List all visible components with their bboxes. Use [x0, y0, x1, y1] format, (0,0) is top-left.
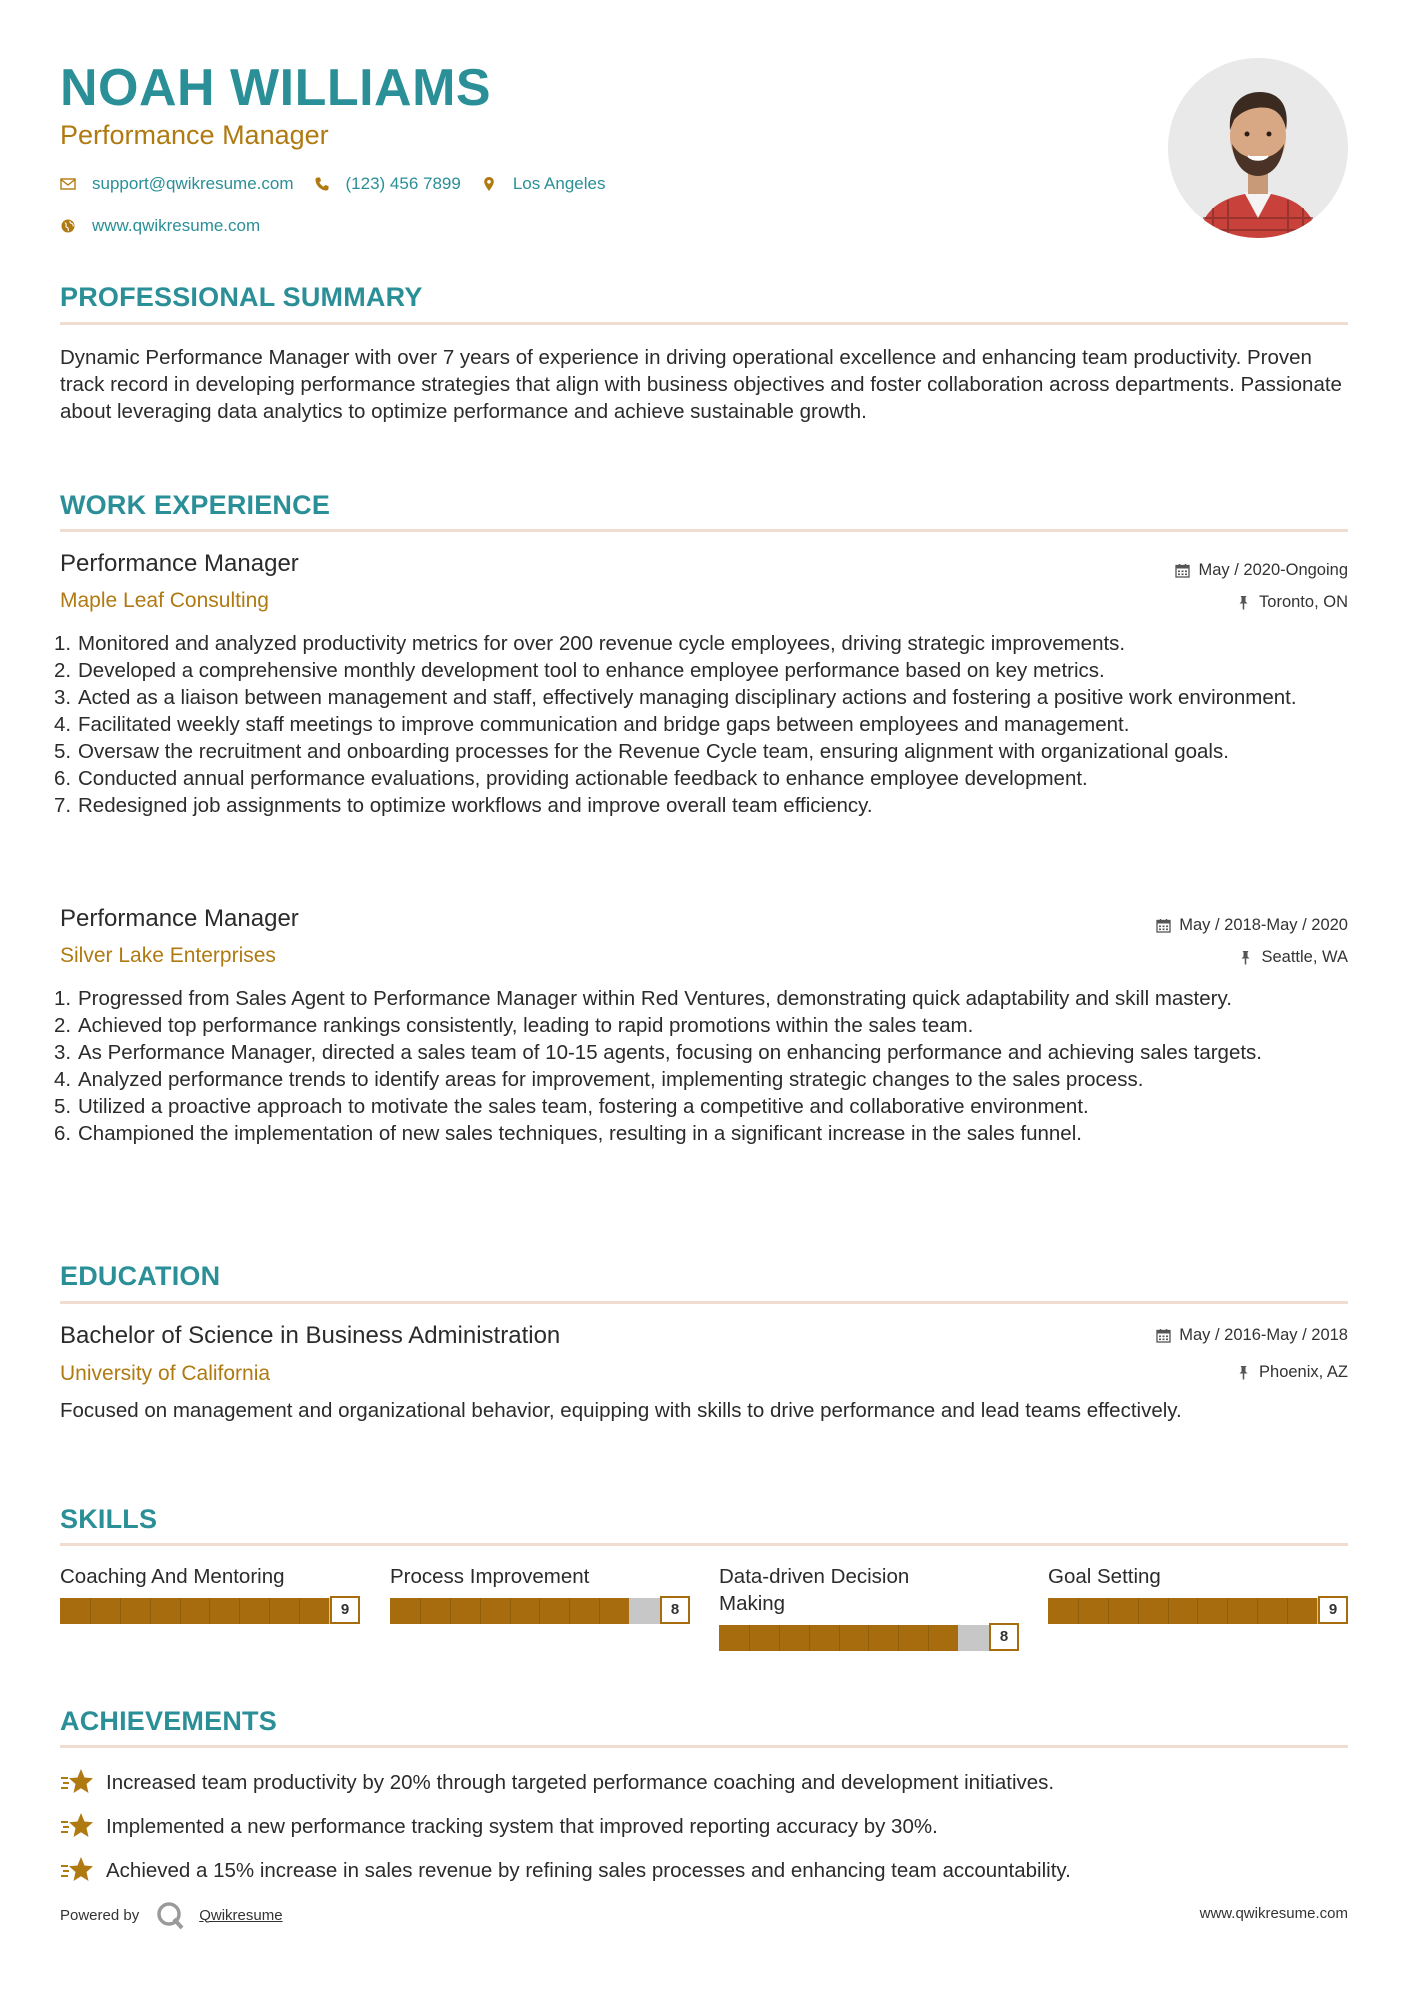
skill-item [1048, 1563, 1348, 1624]
candidate-title: Performance Manager [60, 120, 329, 150]
skill-name: Process Improvement [390, 1565, 590, 1588]
skill-bar-segment [239, 1598, 240, 1624]
section-divider [60, 1745, 1348, 1748]
skill-bar-segment [1168, 1598, 1169, 1624]
list-item: 4. Analyzed performance trends to identify areas for improvement, implementing strategic changes to the sales process. [54, 1068, 1144, 1091]
job-dates [1156, 915, 1348, 935]
list-item: 7. Redesigned job assignments to optimize workflows and improve overall team efficiency. [54, 794, 873, 817]
summary-text: Dynamic Performance Manager with over 7 years of experience in driving operational excellence and enhancing team productivity. Proven track record in developing performance strategies that align with business objectives and foster collaboration across departments. Passionate about leveraging data analytics to optimize performance and achieve sustainable growth. [60, 346, 1342, 423]
skill-bar-segment [1197, 1598, 1198, 1624]
dates-text: May / 2016-May / 2018 [1179, 1326, 1348, 1344]
company-name: Silver Lake Enterprises [60, 944, 276, 967]
company-name: Maple Leaf Consulting [60, 589, 269, 612]
footer-site-link[interactable]: www.qwikresume.com [1199, 1905, 1348, 1922]
location-text: Toronto, ON [1259, 593, 1348, 611]
skill-name: Coaching And Mentoring [60, 1565, 285, 1588]
calendar-icon [1156, 918, 1171, 933]
skill-bar-fill [60, 1598, 329, 1624]
profile-photo [1168, 58, 1348, 238]
phone-icon [314, 176, 330, 192]
dates-text: May / 2020-Ongoing [1198, 561, 1348, 579]
skill-bar-segment [420, 1598, 421, 1624]
globe-icon [60, 218, 76, 234]
skill-bar-segment [120, 1598, 121, 1624]
skill-bar-segment [480, 1598, 481, 1624]
skill-bar-segment [898, 1625, 899, 1651]
education-description: Focused on management and organizational behavior, equipping with skills to drive performance and lead teams effectively. [60, 1399, 1182, 1422]
achievement-text: Implemented a new performance tracking system that improved reporting accuracy by 30%. [106, 1814, 938, 1838]
skill-bar-segment [1257, 1598, 1258, 1624]
skill-name: Data-driven Decision Making [719, 1565, 910, 1615]
list-item: 2. Developed a comprehensive monthly development tool to enhance employee performance based on key metrics. [54, 659, 1105, 682]
section-divider [60, 1301, 1348, 1304]
job-title: Performance Manager [60, 905, 299, 932]
list-item: 2. Achieved top performance rankings consistently, leading to rapid promotions within the sales team. [54, 1014, 974, 1037]
pushpin-icon [1238, 950, 1253, 965]
achievements-heading: ACHIEVEMENTS [60, 1706, 277, 1736]
skill-bar-segment [299, 1598, 300, 1624]
degree-title: Bachelor of Science in Business Administration [60, 1322, 561, 1349]
skill-bar-segment [1287, 1598, 1288, 1624]
job-title: Performance Manager [60, 550, 299, 577]
skill-item [719, 1563, 1019, 1651]
skill-name: Goal Setting [1048, 1565, 1161, 1588]
skill-level-badge: 9 [1318, 1596, 1348, 1624]
envelope-icon [60, 176, 76, 192]
achievement-text: Increased team productivity by 20% through targeted performance coaching and development initiatives. [106, 1770, 1055, 1794]
skill-bar [719, 1623, 1019, 1651]
skill-bar-segment [599, 1598, 600, 1624]
contact-row-1 [60, 171, 625, 197]
achievement-item [60, 1855, 1350, 1885]
job-location [1236, 592, 1348, 612]
list-item: 5. Oversaw the recruitment and onboarding processes for the Revenue Cycle team, ensuring alignment with organizational goals. [54, 740, 1229, 763]
list-item: 3. As Performance Manager, directed a sales team of 10-15 agents, focusing on enhancing performance and achieving sales targets. [54, 1041, 1263, 1064]
skill-bar-segment [749, 1625, 750, 1651]
qwikresume-logo-icon [155, 1900, 185, 1930]
skill-bar-segment [539, 1598, 540, 1624]
contact-phone[interactable] [314, 174, 461, 194]
skill-level-badge: 8 [989, 1623, 1019, 1651]
candidate-name: NOAH WILLIAMS [60, 59, 492, 117]
skill-bar-segment [209, 1598, 210, 1624]
achievement-item [60, 1767, 1350, 1797]
list-item: 5. Utilized a proactive approach to motivate the sales team, fostering a competitive and collaborative environment. [54, 1095, 1089, 1118]
powered-by-label: Powered by [60, 1906, 140, 1924]
skill-bar-segment [90, 1598, 91, 1624]
skill-item [60, 1563, 360, 1624]
skill-bar-segment [868, 1625, 869, 1651]
job-dates [1175, 560, 1348, 580]
skill-bar-segment [1227, 1598, 1228, 1624]
summary-heading: PROFESSIONAL SUMMARY [60, 282, 423, 312]
dates-text: May / 2018-May / 2020 [1179, 916, 1348, 934]
list-item: 4. Facilitated weekly staff meetings to improve communication and bridge gaps between employees and management. [54, 713, 1130, 736]
skill-bar-segment [1108, 1598, 1109, 1624]
achievement-item [60, 1811, 1350, 1841]
job-bullets [54, 630, 1350, 819]
star-icon [60, 1855, 94, 1885]
skill-bar [1048, 1596, 1348, 1624]
skill-bar-segment [180, 1598, 181, 1624]
email-text: support@qwikresume.com [92, 174, 294, 193]
skill-level-badge: 9 [330, 1596, 360, 1624]
list-item: 6. Conducted annual performance evaluations, providing actionable feedback to enhance employee development. [54, 767, 1088, 790]
pushpin-icon [1236, 595, 1251, 610]
pushpin-icon [1236, 1365, 1251, 1380]
contact-row-2 [60, 213, 280, 239]
skill-bar-segment [569, 1598, 570, 1624]
list-item: 6. Championed the implementation of new sales techniques, resulting in a significant increase in the sales funnel. [54, 1122, 1082, 1145]
skill-bar-segment [928, 1625, 929, 1651]
map-pin-icon [481, 176, 497, 192]
skill-level-badge: 8 [660, 1596, 690, 1624]
skill-bar-segment [510, 1598, 511, 1624]
skill-bar [390, 1596, 690, 1624]
skill-bar-segment [150, 1598, 151, 1624]
phone-text: (123) 456 7899 [345, 174, 461, 193]
footer-powered-by [60, 1900, 283, 1930]
skill-item [390, 1563, 690, 1624]
list-item: 3. Acted as a liaison between management and staff, effectively managing disciplinary actions and fostering a positive work environment. [54, 686, 1297, 709]
qwikresume-link[interactable]: Qwikresume [199, 1906, 283, 1924]
website-text: www.qwikresume.com [92, 216, 261, 235]
section-divider [60, 529, 1348, 532]
skill-bar-segment [450, 1598, 451, 1624]
experience-heading: WORK EXPERIENCE [60, 490, 331, 520]
contact-email[interactable] [60, 174, 294, 194]
school-name: University of California [60, 1362, 271, 1385]
location-text: Phoenix, AZ [1259, 1363, 1348, 1381]
skill-bar-segment [809, 1625, 810, 1651]
education-location [1236, 1362, 1348, 1382]
skills-heading: SKILLS [60, 1504, 158, 1534]
skill-bar [60, 1596, 360, 1624]
education-dates [1156, 1325, 1348, 1345]
skill-bar-segment [839, 1625, 840, 1651]
location-text: Seattle, WA [1261, 948, 1348, 966]
contact-website[interactable] [60, 216, 260, 236]
location-text: Los Angeles [512, 174, 606, 193]
star-icon [60, 1811, 94, 1841]
calendar-icon [1175, 563, 1190, 578]
list-item: 1. Progressed from Sales Agent to Performance Manager within Red Ventures, demonstrating quick adaptability and skill mastery. [54, 987, 1232, 1010]
job-bullets [54, 985, 1350, 1147]
skill-bar-fill [1048, 1598, 1317, 1624]
skill-bar-segment [269, 1598, 270, 1624]
list-item: 1. Monitored and analyzed productivity metrics for over 200 revenue cycle employees, driving strategic improvements. [54, 632, 1126, 655]
education-heading: EDUCATION [60, 1261, 221, 1291]
skill-bar-segment [779, 1625, 780, 1651]
section-divider [60, 1543, 1348, 1546]
achievement-text: Achieved a 15% increase in sales revenue by refining sales processes and enhancing team accountability. [106, 1858, 1071, 1882]
job-location [1238, 947, 1348, 967]
calendar-icon [1156, 1328, 1171, 1343]
contact-location [481, 174, 606, 194]
section-divider [60, 322, 1348, 325]
skill-bar-segment [1078, 1598, 1079, 1624]
star-icon [60, 1767, 94, 1797]
skill-bar-segment [1138, 1598, 1139, 1624]
